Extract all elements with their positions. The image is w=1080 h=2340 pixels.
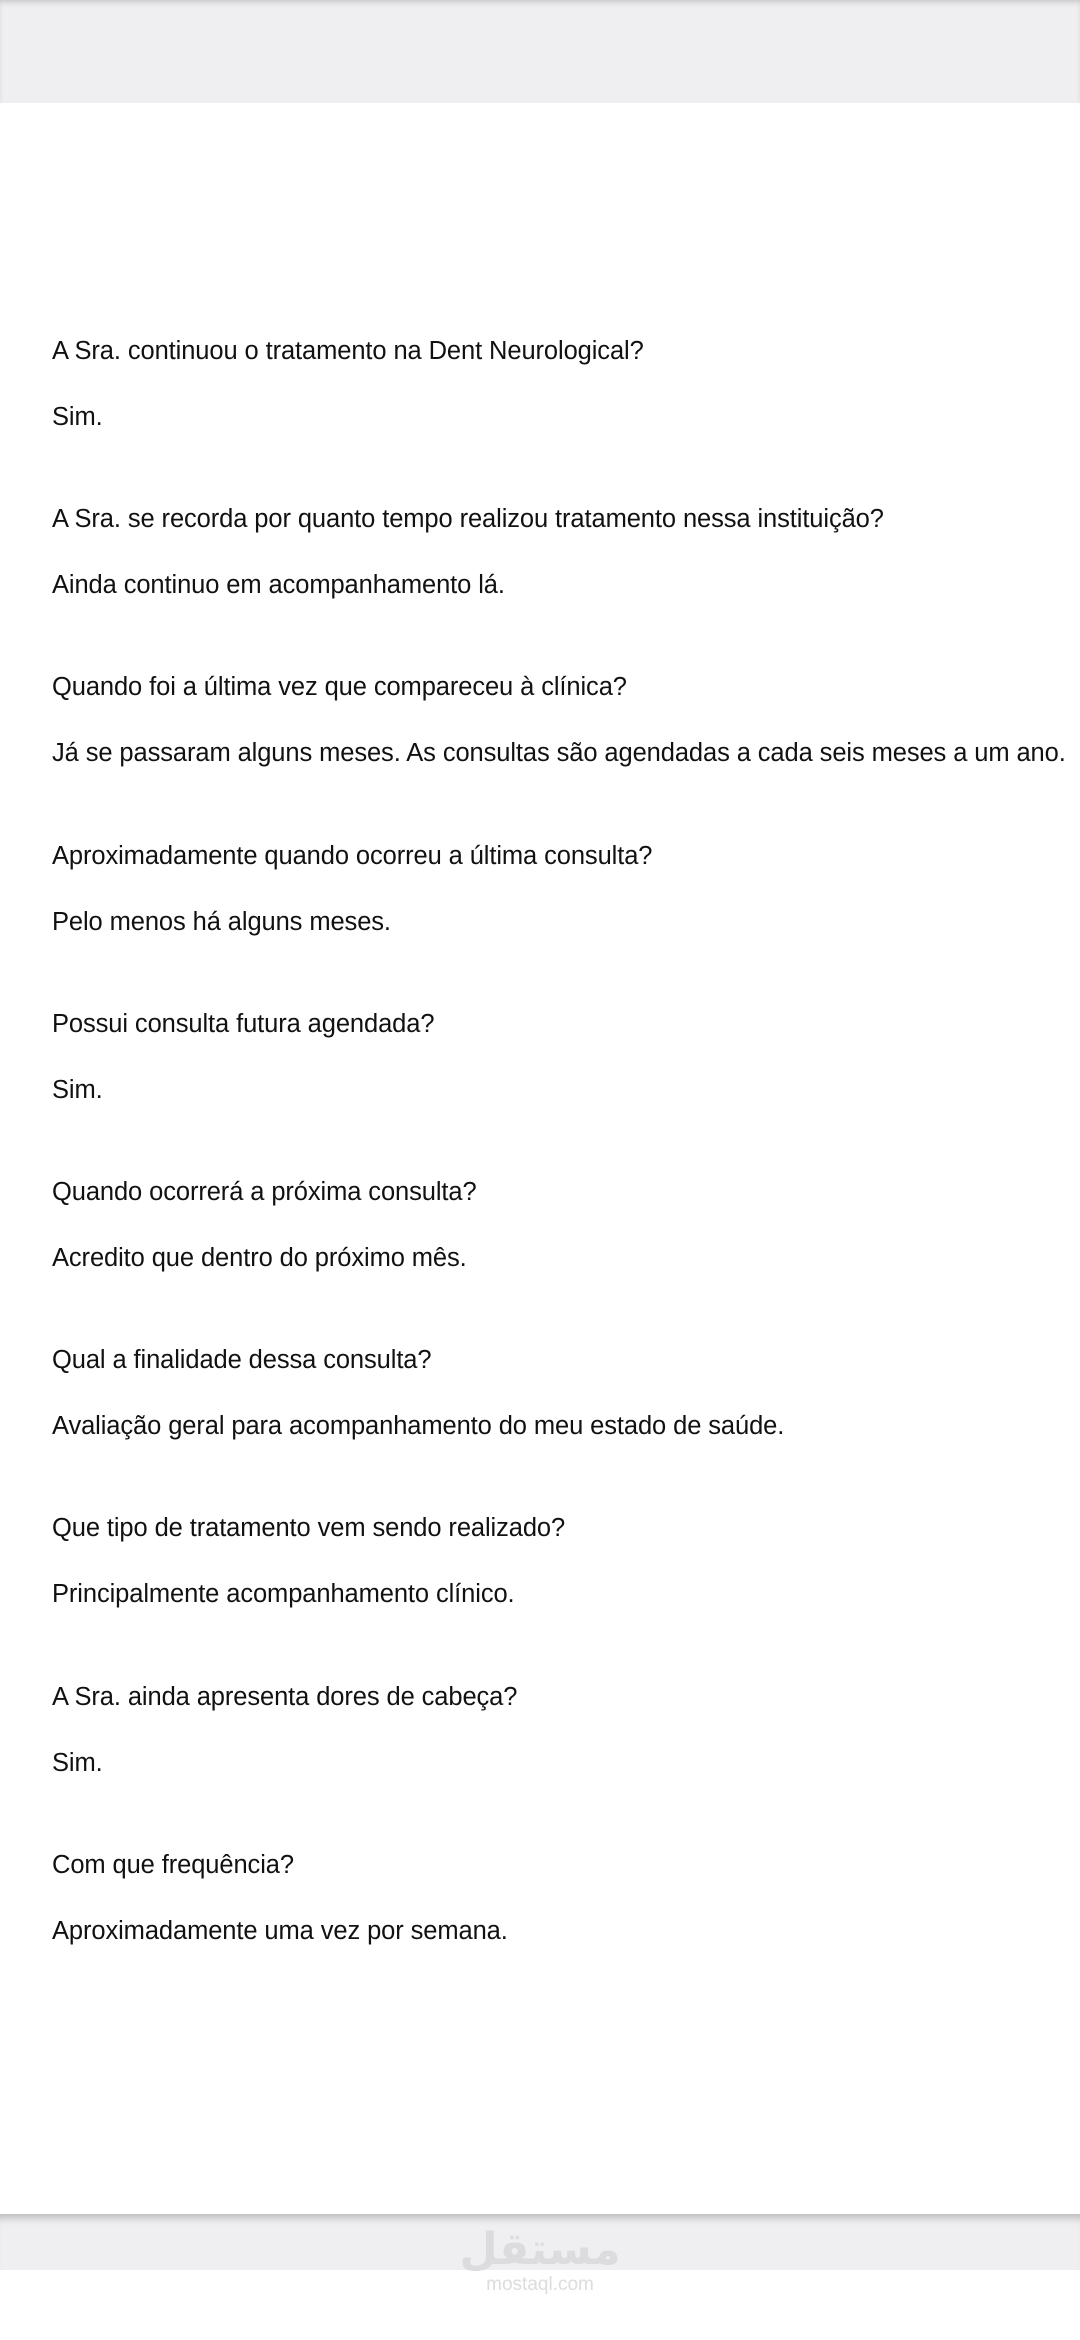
watermark-logo-arabic: مستقل: [459, 2224, 621, 2275]
qa-item: [52, 1845, 1072, 2013]
qa-item: [52, 1172, 1072, 1340]
question-text: A Sra. continuou o tratamento na Dent Neurological?: [52, 337, 644, 365]
question-text: Quando ocorrerá a próxima consulta?: [52, 1177, 477, 1206]
qa-item: [52, 1677, 1072, 1845]
answer-text: Sim.: [52, 1075, 103, 1104]
qa-list: [52, 331, 1072, 2013]
answer-text: Sim.: [52, 403, 103, 431]
watermark: [0, 2224, 1080, 2296]
top-bar: [0, 0, 1080, 103]
qa-item: [52, 1508, 1072, 1676]
question-text: Com que frequência?: [52, 1850, 294, 1879]
question-text: A Sra. ainda apresenta dores de cabeça?: [52, 1682, 518, 1711]
question-text: Possui consulta futura agendada?: [52, 1009, 435, 1038]
answer-text: Avaliação geral para acompanhamento do meu estado de saúde.: [52, 1412, 785, 1441]
answer-text: Pelo menos há alguns meses.: [52, 907, 391, 936]
answer-text: Principalmente acompanhamento clínico.: [52, 1580, 515, 1609]
qa-item: [52, 331, 1072, 499]
answer-text: Acredito que dentro do próximo mês.: [52, 1243, 467, 1272]
qa-item: [52, 667, 1072, 835]
answer-text: Sim.: [52, 1748, 103, 1777]
question-text: Aproximadamente quando ocorreu a última consulta?: [52, 841, 653, 870]
question-text: Qual a finalidade dessa consulta?: [52, 1346, 432, 1375]
qa-item: [52, 836, 1072, 1004]
qa-item: [52, 1340, 1072, 1508]
answer-text: Ainda continuo em acompanhamento lá.: [52, 571, 505, 600]
answer-text: Já se passaram alguns meses. As consultas são agendadas a cada seis meses a um ano.: [52, 739, 1066, 768]
question-text: Quando foi a última vez que compareceu à clínica?: [52, 673, 627, 702]
question-text: Que tipo de tratamento vem sendo realizado?: [52, 1514, 566, 1543]
qa-item: [52, 499, 1072, 667]
question-text: A Sra. se recorda por quanto tempo realizou tratamento nessa instituição?: [52, 505, 884, 534]
watermark-logo-latin: mostaql.com: [486, 2274, 594, 2295]
answer-text: Aproximadamente uma vez por semana.: [52, 1916, 508, 1945]
qa-item: [52, 1004, 1072, 1172]
